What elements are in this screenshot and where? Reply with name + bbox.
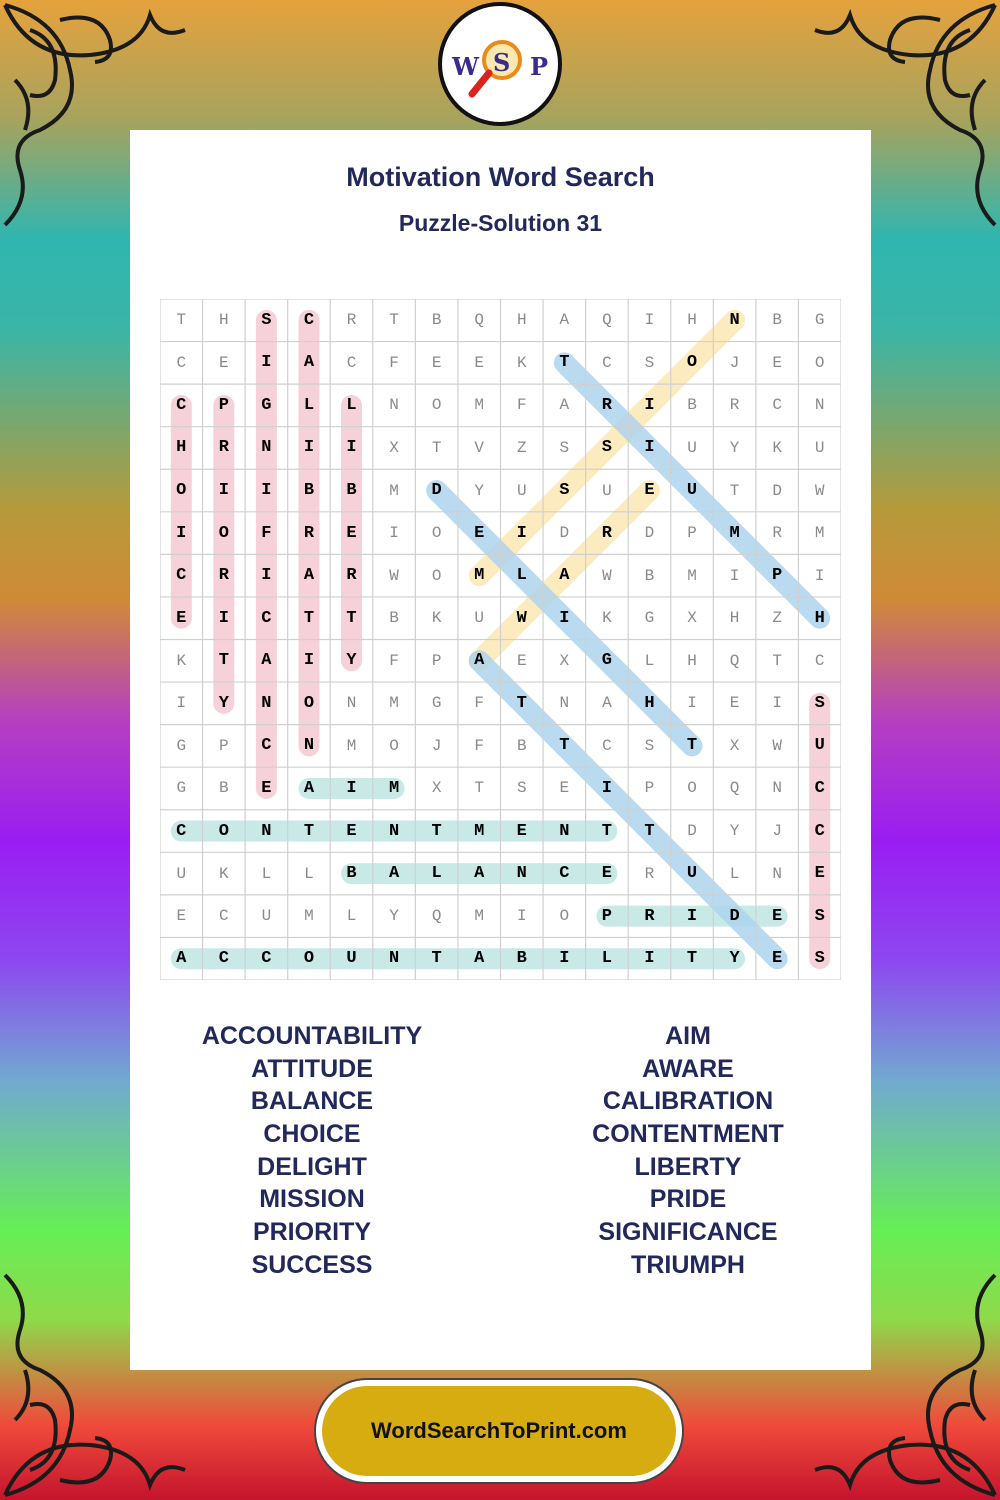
grid-cell[interactable]: T (431, 438, 442, 457)
grid-cell[interactable]: H (687, 651, 697, 670)
grid-cell[interactable]: F (389, 353, 399, 372)
grid-cell[interactable]: N (516, 864, 527, 884)
grid-cell[interactable]: T (559, 353, 570, 373)
grid-cell[interactable]: I (218, 608, 229, 628)
grid-cell[interactable]: I (729, 566, 740, 585)
grid-cell[interactable]: G (601, 651, 612, 671)
grid-cell[interactable]: S (516, 779, 527, 798)
grid-cell[interactable]: W (516, 608, 527, 628)
grid-cell[interactable]: C (218, 949, 229, 969)
grid-cell[interactable]: M (389, 481, 399, 500)
word-list-item: LIBERTY (634, 1152, 742, 1181)
grid-cell[interactable]: S (261, 310, 272, 330)
grid-cell[interactable]: I (814, 566, 825, 585)
grid-cell[interactable]: E (474, 523, 485, 543)
grid-cell[interactable]: A (602, 694, 612, 713)
grid-cell[interactable]: P (644, 779, 655, 798)
grid-cell[interactable]: P (601, 906, 612, 926)
word-list-item: ACCOUNTABILITY (201, 1022, 423, 1050)
grid-cell[interactable]: I (303, 438, 315, 458)
grid-cell[interactable]: N (261, 438, 272, 458)
grid-cell[interactable]: S (814, 906, 825, 926)
grid-cell[interactable]: M (304, 907, 314, 926)
grid-cell[interactable]: A (559, 396, 570, 415)
grid-cell[interactable]: H (814, 608, 825, 628)
grid-cell[interactable]: D (729, 906, 740, 926)
grid-cell[interactable]: N (389, 396, 399, 415)
grid-cell[interactable]: F (389, 651, 399, 670)
grid-cell[interactable]: F (261, 523, 272, 543)
grid-cell[interactable]: S (601, 438, 612, 458)
grid-cell[interactable]: Y (346, 651, 357, 671)
grid-cell[interactable]: F (474, 694, 485, 713)
grid-cell[interactable]: A (303, 566, 315, 586)
grid-cell[interactable]: I (516, 523, 527, 543)
grid-cell[interactable]: G (431, 694, 442, 713)
grid-cell[interactable]: Z (772, 609, 782, 628)
grid-cell[interactable]: C (176, 395, 187, 415)
grid-cell[interactable]: X (687, 609, 697, 628)
grid-cell[interactable]: V (474, 438, 485, 457)
grid-cell[interactable]: O (686, 353, 698, 373)
grid-cell[interactable]: A (559, 311, 570, 330)
grid-cell[interactable]: I (644, 395, 655, 415)
grid-cell[interactable]: T (729, 481, 740, 500)
grid-cell[interactable]: R (644, 864, 655, 883)
page-subtitle: Puzzle-Solution 31 (398, 210, 603, 236)
grid-cell[interactable]: I (176, 694, 187, 713)
grid-cell[interactable]: R (218, 438, 229, 458)
grid-cell[interactable]: U (814, 736, 825, 756)
grid-cell[interactable]: B (346, 864, 357, 884)
grid-cell[interactable]: R (601, 523, 612, 543)
grid-cell[interactable]: U (516, 481, 527, 500)
grid-cell[interactable]: R (644, 906, 655, 926)
grid-cell[interactable]: A (176, 949, 187, 969)
grid-cell[interactable]: L (644, 651, 655, 670)
grid-cell[interactable]: M (729, 523, 740, 543)
grid-cell[interactable]: N (559, 694, 570, 713)
grid-cell[interactable]: I (644, 311, 655, 330)
grid-cell[interactable]: M (346, 736, 357, 755)
grid-cell[interactable]: T (601, 821, 612, 841)
grid-cell[interactable]: D (431, 481, 442, 501)
grid-cell[interactable]: D (772, 481, 782, 500)
word-list-item: PRIDE (649, 1185, 727, 1214)
grid-cell[interactable]: L (516, 566, 527, 586)
grid-cell[interactable]: I (176, 523, 187, 543)
grid-cell[interactable]: L (346, 395, 357, 415)
grid-cell[interactable]: I (346, 778, 357, 798)
grid-cell[interactable]: R (729, 396, 740, 415)
grid-cell[interactable]: C (261, 608, 272, 628)
grid-cell[interactable]: E (346, 523, 357, 543)
grid-cell[interactable]: T (516, 693, 527, 713)
grid-cell[interactable]: B (516, 949, 527, 969)
grid-cell[interactable]: O (431, 566, 442, 585)
word-list-item: SUCCESS (251, 1250, 373, 1279)
grid-cell[interactable]: Q (474, 311, 485, 330)
grid-cell[interactable]: I (644, 438, 655, 458)
grid-cell[interactable]: N (814, 396, 825, 415)
site-link-label: WordSearchToPrint.com (371, 1418, 627, 1443)
grid-cell[interactable]: B (219, 779, 229, 798)
grid-cell[interactable]: C (814, 821, 825, 841)
grid-cell[interactable]: C (346, 353, 357, 372)
grid-cell[interactable]: Q (729, 651, 740, 670)
grid-cell[interactable]: C (772, 396, 782, 415)
grid-cell[interactable]: T (559, 736, 570, 756)
grid-cell[interactable]: N (303, 736, 315, 756)
grid-cell[interactable]: O (687, 779, 697, 798)
grid-cell[interactable]: P (431, 651, 442, 670)
grid-cell[interactable]: X (729, 736, 740, 755)
grid-cell[interactable]: Y (729, 438, 740, 457)
grid-cell[interactable]: R (218, 566, 229, 586)
grid-cell[interactable]: S (559, 438, 570, 457)
grid-cell[interactable]: O (431, 524, 442, 543)
grid-cell[interactable]: C (602, 353, 612, 372)
grid-cell[interactable]: E (346, 821, 357, 841)
grid-cell[interactable]: S (644, 353, 655, 372)
grid-cell[interactable]: P (219, 736, 229, 755)
grid-cell[interactable]: B (389, 609, 399, 628)
logo-letter-w: W (452, 52, 479, 81)
grid-cell[interactable]: Y (729, 822, 740, 841)
grid-cell[interactable]: T (303, 608, 315, 628)
corner-ornament-bottom-left (0, 1270, 190, 1500)
grid-cell[interactable]: C (176, 566, 187, 586)
grid-cell[interactable]: M (474, 821, 485, 841)
grid-cell[interactable]: M (687, 566, 697, 585)
grid-cell[interactable]: I (601, 778, 612, 798)
grid-cell[interactable]: G (176, 779, 187, 798)
grid-cell[interactable]: H (644, 693, 655, 713)
grid-cell[interactable]: E (176, 608, 187, 628)
grid-cell[interactable]: U (474, 609, 485, 628)
grid-cell[interactable]: E (261, 778, 272, 798)
grid-cell[interactable]: G (644, 609, 655, 628)
grid-cell[interactable]: T (389, 311, 399, 330)
word-list-item: MISSION (259, 1185, 365, 1214)
grid-cell[interactable]: B (303, 481, 315, 501)
grid-cell[interactable]: I (389, 524, 399, 543)
grid-cell[interactable]: Y (389, 907, 399, 926)
grid-cell[interactable]: B (644, 566, 655, 585)
grid-cell[interactable]: A (559, 566, 570, 586)
grid-cell[interactable]: I (686, 906, 698, 926)
grid-cell[interactable]: U (602, 481, 612, 500)
grid-cell[interactable]: L (304, 864, 314, 883)
grid-cell[interactable]: S (644, 736, 655, 755)
grid-cell[interactable]: T (644, 821, 655, 841)
grid-cell[interactable]: I (559, 608, 570, 628)
grid-cell[interactable]: U (346, 949, 357, 969)
word-list-item: ATTITUDE (251, 1054, 373, 1083)
grid-cell[interactable]: Y (218, 693, 229, 713)
grid-cell[interactable]: C (176, 353, 187, 372)
word-list-item: DELIGHT (257, 1152, 367, 1181)
grid-cell[interactable]: A (474, 949, 485, 969)
grid-cell[interactable]: E (729, 694, 740, 713)
grid-cell[interactable]: T (218, 651, 229, 671)
grid-cell[interactable]: C (261, 736, 272, 756)
grid-cell[interactable]: C (814, 651, 825, 670)
grid-cell[interactable]: U (686, 481, 698, 501)
grid-cell[interactable]: F (474, 736, 485, 755)
grid-cell[interactable]: W (602, 566, 612, 585)
grid-cell[interactable]: A (261, 651, 272, 671)
grid-cell[interactable]: K (602, 609, 612, 628)
grid-cell[interactable]: A (474, 864, 485, 884)
grid-cell[interactable]: K (772, 438, 782, 457)
logo-letter-s: S (493, 48, 511, 77)
grid-cell[interactable]: U (687, 438, 697, 457)
grid-cell[interactable]: E (219, 353, 229, 372)
grid-cell[interactable]: O (218, 523, 229, 543)
grid-cell[interactable]: E (431, 353, 442, 372)
grid-cell[interactable]: X (389, 438, 399, 457)
site-logo[interactable] (438, 2, 562, 126)
grid-cell[interactable]: K (219, 864, 229, 883)
grid-cell[interactable]: B (431, 311, 442, 330)
grid-cell[interactable]: O (176, 481, 187, 501)
grid-cell[interactable]: I (687, 694, 697, 713)
grid-cell[interactable]: X (559, 651, 570, 670)
grid-cell[interactable]: I (346, 438, 357, 458)
grid-cell[interactable]: M (389, 694, 399, 713)
grid-cell[interactable]: R (303, 523, 315, 543)
grid-cell[interactable]: C (814, 778, 825, 798)
grid-cell[interactable]: C (303, 310, 315, 330)
grid-cell[interactable]: I (559, 949, 570, 969)
grid-cell[interactable]: W (772, 736, 782, 755)
grid-cell[interactable]: S (814, 949, 825, 969)
grid-cell[interactable]: Q (602, 311, 612, 330)
grid-cell[interactable]: O (431, 396, 442, 415)
grid-cell[interactable]: E (516, 821, 527, 841)
grid-cell[interactable]: L (601, 949, 612, 969)
grid-cell[interactable]: A (303, 778, 315, 798)
grid-cell[interactable]: B (687, 396, 697, 415)
grid-cell[interactable]: D (687, 822, 697, 841)
grid-cell[interactable]: A (303, 353, 315, 373)
grid-cell[interactable]: W (389, 566, 399, 585)
grid-cell[interactable]: N (388, 949, 400, 969)
grid-cell[interactable]: N (261, 693, 272, 713)
grid-cell[interactable]: O (389, 736, 399, 755)
grid-cell[interactable]: O (303, 693, 315, 713)
grid-cell[interactable]: K (431, 609, 442, 628)
grid-cell[interactable]: H (176, 438, 187, 458)
grid-cell[interactable]: U (814, 438, 825, 457)
site-link-button[interactable] (322, 1386, 676, 1476)
grid-cell[interactable]: Y (474, 481, 485, 500)
word-list-right (518, 1020, 858, 1282)
grid-cell[interactable]: U (686, 864, 698, 884)
grid-cell[interactable]: E (601, 864, 612, 884)
grid-cell[interactable]: R (346, 311, 357, 330)
grid-cell[interactable]: N (729, 310, 740, 330)
grid-cell[interactable]: R (601, 395, 612, 415)
grid-cell[interactable]: F (516, 396, 527, 415)
grid-cell[interactable]: T (431, 949, 442, 969)
grid-cell[interactable]: J (729, 353, 740, 372)
corner-ornament-bottom-right (810, 1270, 1000, 1500)
grid-cell[interactable]: S (559, 481, 570, 501)
grid-cell[interactable]: H (687, 311, 697, 330)
grid-cell[interactable]: L (431, 864, 442, 884)
grid-cell[interactable]: I (303, 651, 315, 671)
word-search-grid (160, 299, 841, 980)
grid-cell[interactable]: P (218, 395, 229, 415)
grid-cell[interactable]: O (303, 949, 315, 969)
grid-cell[interactable]: I (261, 566, 272, 586)
grid-cell[interactable]: P (687, 524, 697, 543)
corner-ornament-top-right (810, 0, 1000, 230)
grid-cell[interactable]: N (388, 821, 400, 841)
grid-cell[interactable]: I (261, 481, 272, 501)
grid-cell[interactable]: C (176, 821, 187, 841)
word-list-left (142, 1020, 482, 1282)
grid-cell[interactable]: A (474, 651, 485, 671)
grid-cell[interactable]: J (772, 822, 782, 841)
grid-cell[interactable]: L (729, 864, 740, 883)
word-list-item: SIGNIFICANCE (598, 1218, 778, 1247)
grid-cell[interactable]: M (474, 907, 485, 926)
grid-cell[interactable]: J (431, 736, 442, 755)
word-list-item: AWARE (642, 1054, 734, 1083)
word-list-item: CHOICE (263, 1120, 361, 1149)
grid-cell[interactable]: C (261, 949, 272, 969)
word-list-item: TRIUMPH (631, 1250, 745, 1279)
grid-cell[interactable]: Q (431, 907, 442, 926)
page-title: Motivation Word Search (346, 162, 655, 192)
grid-cell[interactable]: M (814, 524, 825, 543)
grid-cell[interactable]: K (516, 353, 527, 372)
grid-cell[interactable]: L (261, 864, 272, 883)
grid-cell[interactable]: Y (729, 949, 740, 969)
grid-cell[interactable]: T (474, 779, 485, 798)
grid-cell[interactable]: H (729, 609, 740, 628)
grid-cell[interactable]: M (388, 778, 400, 798)
grid-cell[interactable]: T (772, 651, 782, 670)
grid-cell[interactable]: U (176, 864, 187, 883)
grid-cell[interactable]: D (644, 524, 655, 543)
grid-cell[interactable]: E (772, 353, 782, 372)
grid-cell[interactable]: I (516, 907, 527, 926)
grid-cell[interactable]: O (814, 353, 825, 372)
word-list-item: CONTENTMENT (592, 1120, 784, 1149)
word-list-item: PRIORITY (252, 1218, 372, 1247)
grid-cell[interactable]: E (814, 864, 825, 884)
grid-cell[interactable]: K (176, 651, 187, 670)
grid-cell[interactable]: B (346, 481, 357, 501)
grid-cell[interactable]: T (176, 311, 187, 330)
grid-cell[interactable]: O (559, 907, 570, 926)
grid-cell[interactable]: R (346, 566, 357, 586)
grid-cell[interactable]: N (261, 821, 272, 841)
grid-cell[interactable]: T (686, 736, 698, 756)
grid-cell[interactable]: L (346, 907, 357, 926)
grid-cell[interactable]: U (261, 907, 272, 926)
grid-cell[interactable]: E (772, 949, 783, 969)
grid-cell[interactable]: N (559, 821, 570, 841)
grid-cell[interactable]: C (219, 907, 229, 926)
grid-cell[interactable]: N (772, 864, 782, 883)
grid-cell[interactable]: I (644, 949, 655, 969)
word-list-item: BALANCE (250, 1087, 374, 1116)
grid-cell[interactable]: L (303, 395, 315, 415)
grid-cell[interactable]: A (388, 864, 400, 884)
grid-cell[interactable]: B (772, 311, 782, 330)
word-list-item: AIM (665, 1022, 711, 1050)
grid-cell[interactable]: W (814, 481, 825, 500)
grid-cell[interactable]: T (686, 949, 698, 969)
grid-cell[interactable]: G (814, 311, 825, 330)
word-list-item: CALIBRATION (602, 1087, 774, 1116)
grid-cell[interactable]: R (772, 524, 782, 543)
grid-cell[interactable]: G (261, 395, 272, 415)
grid-cell[interactable]: S (814, 693, 825, 713)
logo-letter-p: P (530, 52, 549, 81)
grid-cell[interactable]: E (772, 906, 783, 926)
grid-cell[interactable]: H (516, 311, 527, 330)
grid-cell[interactable]: E (559, 779, 570, 798)
grid-cell[interactable]: N (346, 694, 357, 713)
grid-cell[interactable]: M (474, 396, 485, 415)
grid-cell[interactable]: M (474, 566, 485, 586)
grid-cell[interactable]: T (431, 821, 442, 841)
grid-cell[interactable]: H (219, 311, 229, 330)
grid-cell[interactable]: C (559, 864, 570, 884)
grid-cell[interactable]: Z (516, 438, 527, 457)
grid-cell[interactable]: B (516, 736, 527, 755)
grid-cell[interactable]: O (218, 821, 229, 841)
grid-cell[interactable]: I (261, 353, 272, 373)
grid-cell[interactable]: E (644, 481, 655, 501)
grid-cell[interactable]: P (772, 566, 783, 586)
grid-cell[interactable]: I (772, 694, 782, 713)
corner-ornament-top-left (0, 0, 190, 230)
grid-cell[interactable]: T (346, 608, 357, 628)
grid-cell[interactable]: E (176, 907, 187, 926)
grid-cell[interactable]: D (559, 524, 570, 543)
grid-cell[interactable]: Q (729, 779, 740, 798)
grid-cell[interactable]: E (474, 353, 485, 372)
grid-cell[interactable]: C (602, 736, 612, 755)
grid-cell[interactable]: G (176, 736, 187, 755)
grid-cell[interactable]: N (772, 779, 782, 798)
grid-cell[interactable]: X (431, 779, 442, 798)
grid-cell[interactable]: T (303, 821, 315, 841)
grid-cell[interactable]: I (218, 481, 229, 501)
grid-cell[interactable]: E (516, 651, 527, 670)
